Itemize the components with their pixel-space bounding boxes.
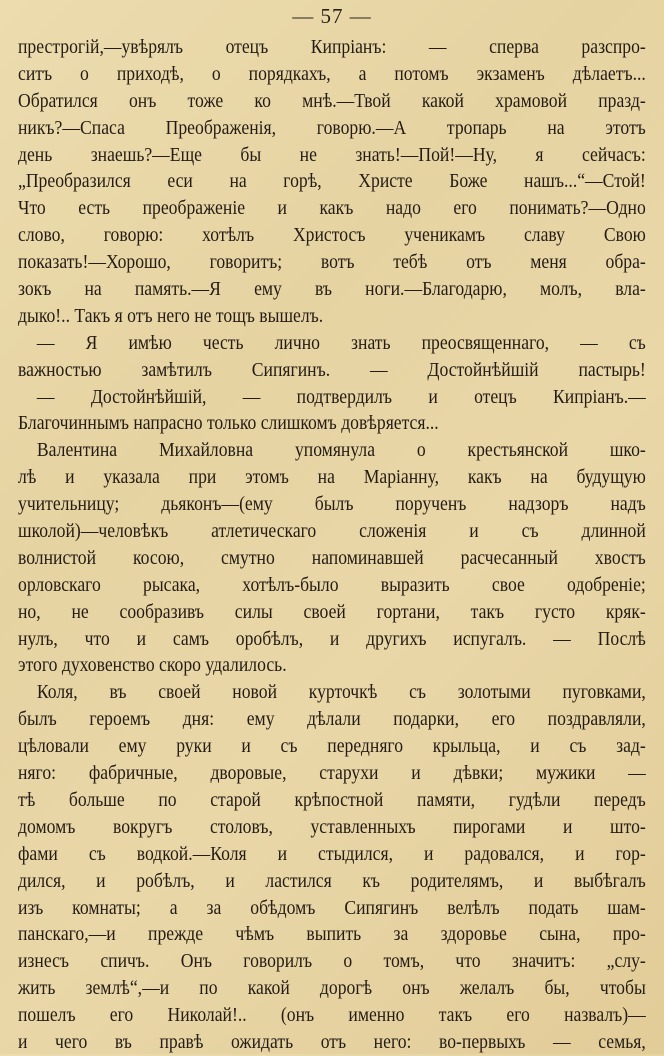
text-line: — Я имѣю честь лично знать преосвященнаго, — съ [36,331,646,354]
text-line: ситъ о приходѣ, о порядкахъ, а потомъ экзаменъ дѣлаетъ... [18,62,646,85]
text-line: Коля, въ своей новой курточкѣ съ золотыми пуговками, [36,681,646,704]
text-line: никъ?—Спаса Преображенія, говорю.—А тропарь на этотъ [18,116,646,139]
text-line: Валентина Михайловна упомянула о крестьянской шко- [36,439,646,462]
text-line: — Достойнѣйшій, — подтвердилъ и отецъ Кипріанъ.— [36,385,646,408]
text-line: орловскаго рысака, хотѣлъ-было выразить свое одобреніе; [18,573,646,596]
text-line: зокъ на память.—Я ему въ ноги.—Благодарю, молъ, вла- [18,278,646,301]
paragraph [18,384,646,438]
text-line: Благочиннымъ напрасно только слишкомъ довѣряется... [18,412,439,435]
text-line: этого духовенство скоро удалилось. [18,654,287,677]
page-number: — 57 — [292,4,372,28]
text-line: престрогій,—увѣрялъ отецъ Кипріанъ: — сперва разспро- [18,36,646,58]
text-line: Обратился онъ тоже ко мнѣ.—Твой какой храмовой празд- [18,89,646,112]
text-line: но, не сообразивъ силы своей гортани, такъ густо кряк- [18,600,646,623]
text-line: фами съ водкой.—Коля и стыдился, и радовался, и гор- [18,842,646,865]
paragraph [18,679,646,1055]
text-line: Что есть преображеніе и какъ надо его понимать?—Одно [18,197,646,220]
text-line: пошелъ его Николай!.. (онъ именно такъ его назвалъ)— [18,1004,646,1027]
page-body-text [18,34,646,1056]
text-line: цѣловали ему руки и съ передняго крыльца, и съ зад- [18,735,646,758]
text-line: лѣ и указала при этомъ на Маріанну, какъ на будущую [18,466,646,489]
text-line: жить землѣ“,—и по какой дорогѣ онъ желалъ бы, чтобы [18,977,646,1000]
text-line: „Преобразился еси на горѣ, Христе Боже нашъ...“—Стой! [18,170,646,193]
text-line: важностью замѣтилъ Сипягинъ. — Достойнѣйшій пастырь! [18,358,646,381]
text-line: и чего въ правѣ ожидать отъ него: во-первыхъ — семья, [18,1030,646,1053]
text-line: изъ комнаты; а за обѣдомъ Сипягинъ велѣлъ подать шам- [18,896,646,919]
text-line: волнистой косою, смутно напоминавшей расчесанный хвостъ [18,546,646,569]
paragraph [18,330,646,384]
text-line: нулъ, что и самъ оробѣлъ, и другихъ испугалъ. — Послѣ [18,627,646,650]
text-line: учительницу; дьяконъ—(ему былъ порученъ надзоръ надъ [18,493,646,516]
paragraph [18,34,646,330]
text-line: школой)—человѣкъ атлетическаго сложенія и съ длинной [18,520,646,543]
paragraph [18,437,646,679]
text-line: день знаешь?—Еще бы не знать!—Пой!—Ну, я сейчасъ: [18,143,646,166]
text-line: показать!—Хорошо, говоритъ; вотъ тебѣ отъ меня обра- [18,251,646,274]
text-line: панскаго,—и прежде чѣмъ выпить за здоровье сына, про- [18,923,646,946]
text-line: тѣ больше по старой крѣпостной памяти, гудѣли передъ [18,788,646,811]
text-line: дыко!.. Такъ я отъ него не тощъ вышелъ. [18,304,324,327]
text-line: былъ героемъ дня: ему дѣлали подарки, его поздравляли, [18,708,646,731]
text-line: няго: фабричные, дворовые, старухи и дѣвки; мужики — [18,762,646,785]
text-line: домомъ вокругъ столовъ, уставленныхъ пирогами и што- [18,815,646,838]
text-line: слово, говорю: хотѣлъ Христосъ ученикамъ славу Свою [18,224,646,247]
text-line: изнесъ спичъ. Онъ говорилъ о томъ, что значитъ: „слу- [18,950,646,973]
text-line: дился, и робѣлъ, и ластился къ родителямъ, и выбѣгалъ [18,869,646,892]
